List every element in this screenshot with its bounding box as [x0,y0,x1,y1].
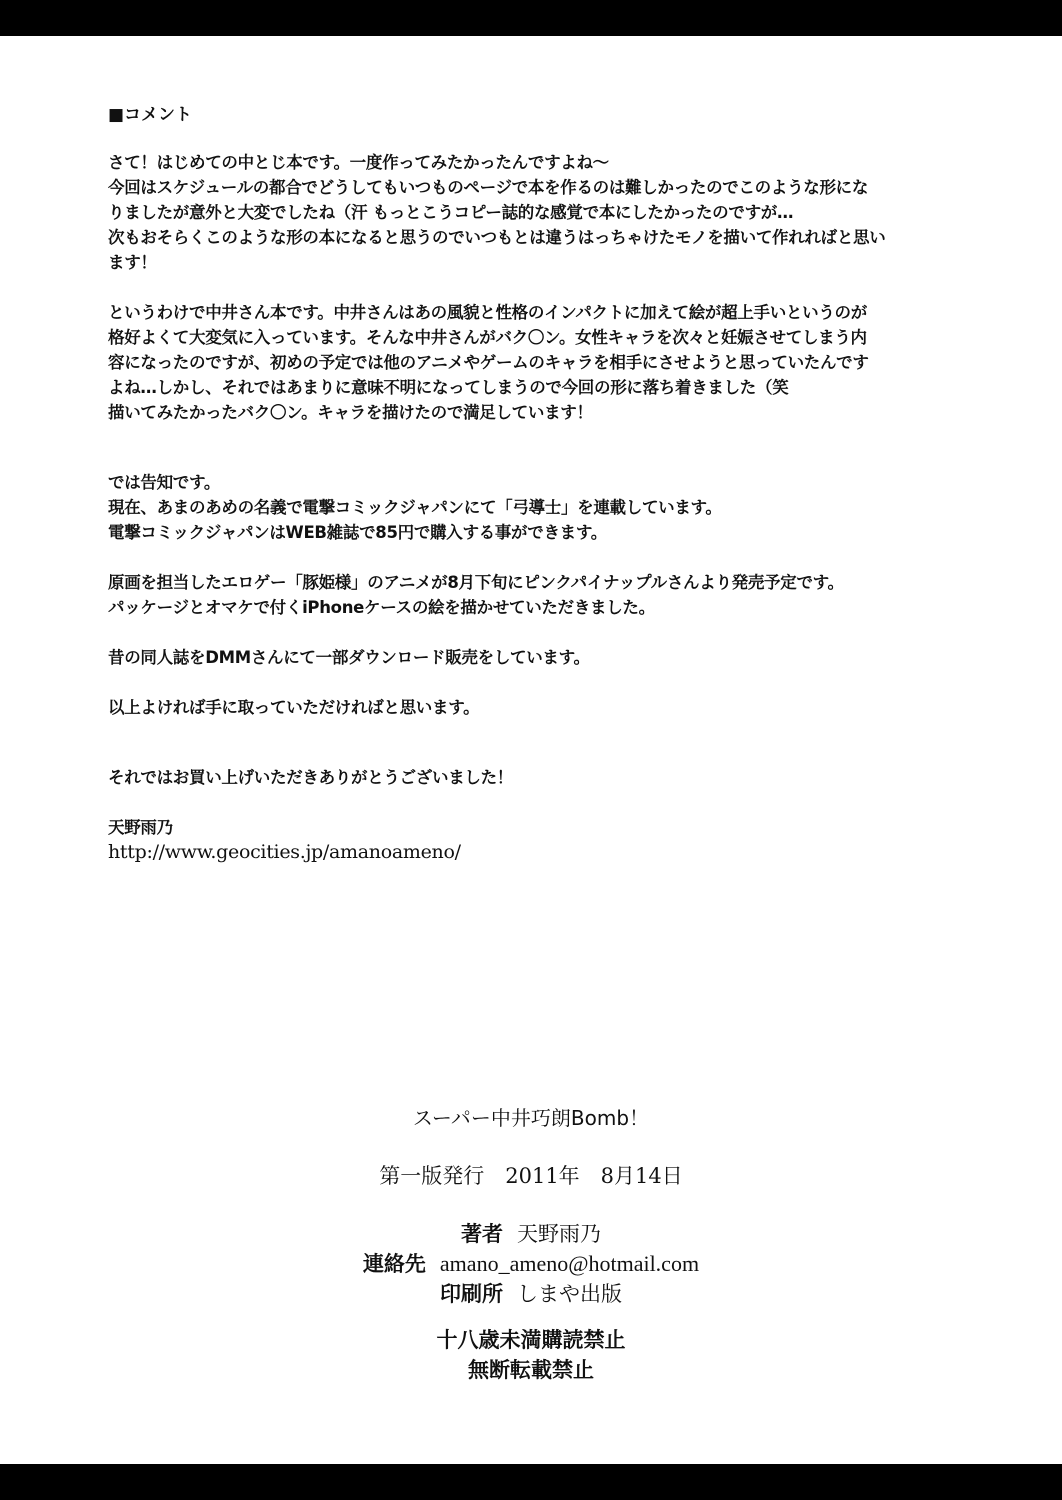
contact-label: 連絡先 [362,1252,426,1276]
paragraph-announcement [108,470,1008,545]
printer-value: しまや出版 [517,1282,622,1306]
comment-heading: ■コメント [108,105,193,125]
book-title: スーパー中井巧朗Bomb！ [412,1106,650,1130]
author-label: 著者 [461,1222,503,1246]
text-line: 電撃コミックジャパンはWEB雑誌で85円で購入する事ができます。 [108,523,607,542]
text-line: 容になったのですが、初めの予定では他のアニメやゲームのキャラを相手にさせようと思っていたんです [108,353,869,372]
bottom-border [0,1464,1062,1500]
paragraph-anime [108,570,1008,620]
printer-row [0,1279,1062,1309]
paragraph-closing: 以上よければ手に取っていただければと思います。 [108,698,480,717]
author-value: 天野雨乃 [517,1222,601,1246]
text-line: よね…しかし、それではあまりに意味不明になってしまうので今回の形に落ち着きました（笑 [108,378,789,397]
top-border [0,0,1062,36]
text-line: 描いてみたかったバク〇ン。キャラを描けたので満足しています！ [108,403,593,422]
text-line: パッケージとオマケで付くiPhoneケースの絵を描かせていただきました。 [108,598,655,617]
text-line: 格好よくて大変気に入っています。そんな中井さんがバク〇ン。女性キャラを次々と妊娠させてしまう内 [108,328,867,347]
edition-date: 第一版発行 2011年 8月14日 [379,1164,683,1188]
author-row [0,1219,1062,1249]
text-line: ます！ [108,253,157,272]
contact-row [0,1249,1062,1279]
author-signature: 天野雨乃 [108,818,173,837]
text-line: りましたが意外と大変でしたね（汗 もっとこうコピー誌的な感覚で本にしたかったのですが… [108,203,794,222]
text-line: というわけで中井さん本です。中井さんはあの風貌と性格のインパクトに加えて絵が超上手いというのが [108,303,867,322]
text-line: 次もおそらくこのような形の本になると思うのでいつもとは違うはっちゃけたモノを描いて作れればと思い [108,228,886,247]
comment-section [108,100,1008,865]
paragraph-thanks: それではお買い上げいただきありがとうございました！ [108,768,514,787]
author-url: http://www.geocities.jp/amanoameno/ [108,841,461,863]
printer-label: 印刷所 [440,1282,503,1306]
text-line: 現在、あまのあめの名義で電撃コミックジャパンにて「弓導士」を連載しています。 [108,498,722,517]
paragraph-nakai [108,300,1008,425]
no-reprint-notice: 無断転載禁止 [468,1358,594,1382]
age-restriction-notice: 十八歳未満購読禁止 [436,1328,626,1352]
colophon [0,1103,1062,1385]
text-line: さて！はじめての中とじ本です。一度作ってみたかったんですよね～ [108,153,609,172]
contact-email: amano_ameno@hotmail.com [439,1251,700,1276]
paragraph-dmm: 昔の同人誌をDMMさんにて一部ダウンロード販売をしています。 [108,648,590,667]
text-line: 今回はスケジュールの都合でどうしてもいつものページで本を作るのは難しかったのでこのような形にな [108,178,869,197]
text-line: 原画を担当したエロゲー「豚姫様」のアニメが8月下旬にピンクパイナップルさんより発売予定です。 [108,573,844,592]
paragraph-intro [108,150,1008,275]
text-line: では告知です。 [108,473,221,492]
